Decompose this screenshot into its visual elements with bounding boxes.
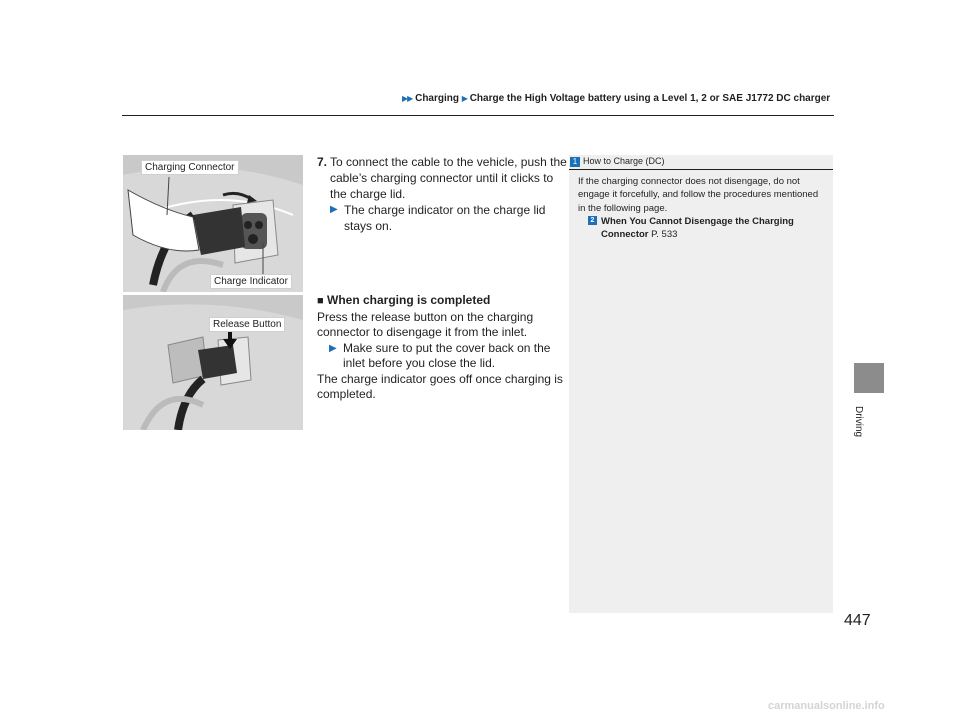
section-marker-icon: ■: [317, 295, 324, 307]
release-button-figure: [123, 295, 303, 430]
note-reference-link[interactable]: [588, 215, 828, 242]
reference-page: P. 533: [651, 229, 678, 241]
section-heading-text: When charging is completed: [327, 293, 491, 307]
charging-connector-figure: [123, 155, 303, 292]
note-text: If the charging connector does not disengage, do not engage it forcefully, and follow the procedures mentioned in the following page.: [578, 176, 819, 214]
release-button-label: Release Button: [209, 317, 285, 332]
reference-arrow-icon: 2: [588, 216, 597, 225]
note-index-icon: 1: [570, 157, 580, 167]
chapter-tab-text: Driving: [853, 406, 864, 438]
charge-indicator-label: Charge Indicator: [210, 274, 292, 289]
step-substep: [330, 202, 567, 234]
watermark: carmanualsonline.info: [768, 700, 885, 712]
substep-arrow-icon: ▶: [329, 342, 337, 354]
breadcrumb-arrow-icon: ▶: [461, 94, 467, 103]
page-number: 447: [844, 612, 871, 629]
header-divider: [122, 115, 834, 116]
section-paragraph: The charge indicator goes off once charging is completed.: [317, 371, 563, 401]
charging-connector-illustration: [123, 155, 303, 292]
section-heading: [317, 293, 567, 310]
note-title-row: [569, 155, 833, 170]
note-body: [578, 175, 828, 241]
chapter-tab-label[interactable]: [852, 406, 872, 456]
substep-text: Make sure to put the cover back on the inlet before you close the lid.: [343, 340, 551, 370]
breadcrumb-level2[interactable]: Charge the High Voltage battery using a Level 1, 2 or SAE J1772 DC charger: [469, 93, 831, 104]
breadcrumb-arrow-icon: ▶▶: [402, 94, 413, 103]
charging-completed-section: [317, 293, 567, 403]
breadcrumb-level1[interactable]: Charging: [415, 93, 459, 104]
charging-connector-label: Charging Connector: [141, 160, 239, 175]
substep-arrow-icon: ▶: [330, 204, 338, 215]
release-button-illustration: [123, 295, 303, 430]
step-text: To connect the cable to the vehicle, push the cable’s charging connector until it clicks to the charge lid.: [330, 155, 567, 201]
chapter-tab-marker: [854, 363, 884, 393]
note-title: How to Charge (DC): [583, 156, 665, 166]
section-paragraph: Press the release button on the charging connector to disengage it from the inlet.: [317, 309, 534, 339]
note-box: [569, 155, 833, 613]
step-7: [317, 154, 567, 234]
step-number: 7.: [317, 155, 328, 169]
section-substep: [317, 341, 567, 372]
substep-text: The charge indicator on the charge lid stays on.: [344, 203, 546, 233]
reference-text: When You Cannot Disengage the Charging Connector: [601, 215, 794, 241]
breadcrumb: [402, 93, 830, 104]
